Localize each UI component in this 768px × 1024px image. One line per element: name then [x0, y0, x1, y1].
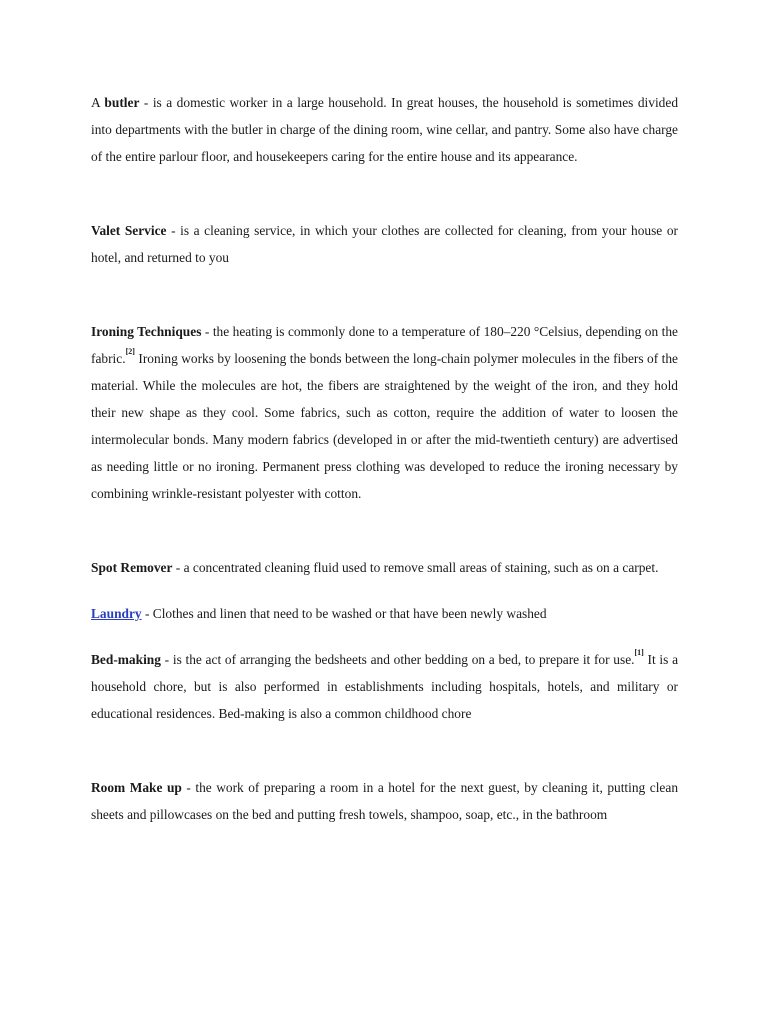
entry-separator: -	[181, 780, 196, 795]
citation-bed-making: [1]	[634, 648, 644, 657]
entry-bed-making	[91, 646, 678, 727]
definition-valet-service: is a cleaning service, in which your clothes are collected for cleaning, from your house or hotel, and returned to you	[91, 223, 678, 265]
entry-ironing-techniques	[91, 318, 678, 507]
spacer	[91, 727, 678, 774]
definition-butler: is a domestic worker in a large household. In great houses, the household is sometimes divided into departments with the butler in charge of the dining room, wine cellar, and pantry. Some also have charge of the entire parlour floor, and housekeepers caring for the entire house and its appearance.	[91, 95, 679, 164]
term-ironing-techniques: Ironing Techniques	[91, 324, 202, 339]
definition-room-make-up: the work of preparing a room in a hotel for the next guest, by cleaning it, putting clean sheets and pillowcases on the bed and putting fresh towels, shampoo, soap, etc., in the bathroom	[91, 780, 679, 822]
spacer	[91, 271, 678, 318]
definition-spot-remover: a concentrated cleaning fluid used to remove small areas of staining, such as on a carpet.	[183, 560, 659, 575]
definition-bed-making-part1: is the act of arranging the bedsheets and other bedding on a bed, to prepare it for use.	[172, 652, 635, 667]
entry-prefix: A	[91, 95, 105, 110]
definition-ironing-part1: the heating is commonly done to a temperature of 180–220 °Celsius, depending on the fabric.	[91, 324, 679, 366]
entry-separator: -	[172, 560, 184, 575]
entry-separator: -	[139, 95, 153, 110]
spacer	[91, 581, 678, 600]
term-valet-service: Valet Service	[91, 223, 167, 238]
entry-separator: -	[160, 652, 173, 667]
spacer	[91, 170, 678, 217]
entry-spot-remover	[91, 554, 678, 581]
document-page	[91, 89, 678, 828]
term-butler: butler	[104, 95, 140, 110]
entry-butler	[91, 89, 678, 170]
entry-separator: -	[141, 606, 153, 621]
term-laundry-link[interactable]: Laundry	[91, 606, 142, 621]
entry-separator: -	[166, 223, 181, 238]
spacer	[91, 507, 678, 554]
term-bed-making: Bed-making	[91, 652, 161, 667]
definition-ironing-part2: Ironing works by loosening the bonds between the long-chain polymer molecules in the fibers of the material. While the molecules are hot, the fibers are straightened by the weight of the iron, and they hold their new shape as they cool. Some fabrics, such as cotton, require the addition of water to loosen the intermolecular bonds. Many modern fabrics (developed in or after the mid-twentieth century) are advertised as needing little or no ironing. Permanent press clothing was developed to reduce the ironing necessary by combining wrinkle-resistant polyester with cotton.	[91, 351, 678, 501]
entry-laundry	[91, 600, 678, 627]
citation-ironing: [2]	[125, 347, 135, 356]
entry-room-make-up	[91, 774, 678, 828]
spacer	[91, 627, 678, 646]
entry-separator: -	[201, 324, 213, 339]
entry-valet-service	[91, 217, 678, 271]
definition-bed-making-part2: It is a household chore, but is also performed in establishments including hospitals, hotels, and military or educational residences. Bed-making is also a common childhood chore	[91, 652, 679, 721]
term-spot-remover: Spot Remover	[91, 560, 173, 575]
term-room-make-up: Room Make up	[91, 780, 182, 795]
definition-laundry: Clothes and linen that need to be washed or that have been newly washed	[152, 606, 547, 621]
